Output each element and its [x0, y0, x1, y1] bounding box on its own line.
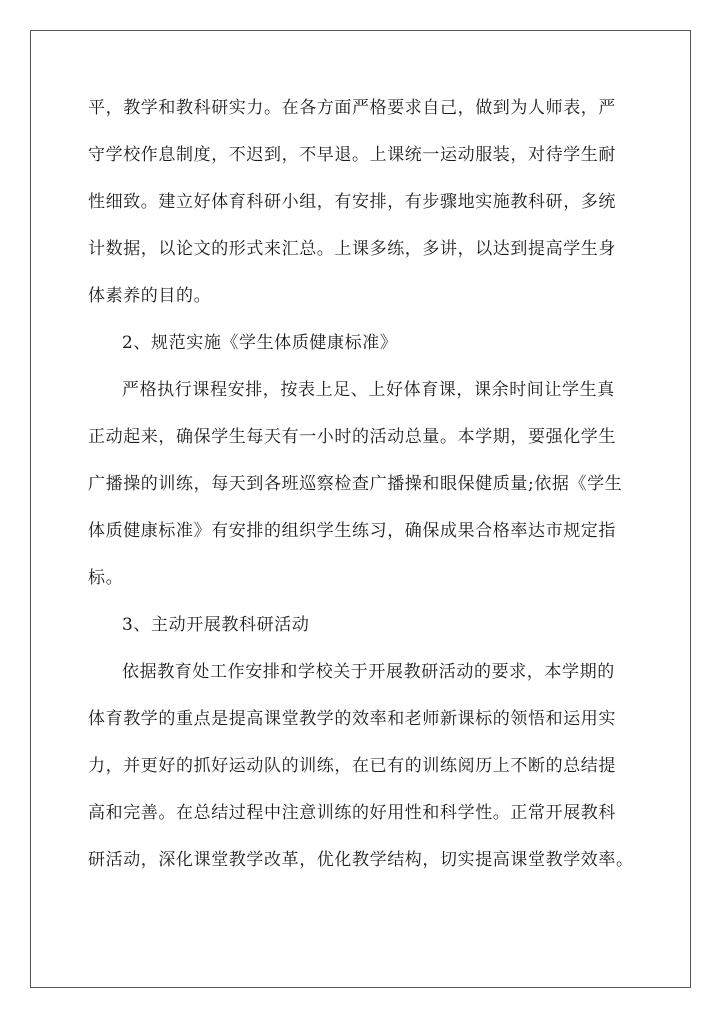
- text-line: 高和完善。在总结过程中注意训练的好用性和科学性。正常开展教科: [88, 803, 616, 823]
- text-line: 体质健康标准》有安排的组织学生练习，确保成果合格率达市规定指: [88, 521, 616, 541]
- text-line: 严格执行课程安排，按表上足、上好体育课，课余时间让学生真: [122, 380, 615, 400]
- text-line: 体育教学的重点是提高课堂教学的效率和老师新课标的领悟和运用实: [88, 709, 616, 729]
- section-heading-3: 3、主动开展教科研活动: [122, 615, 310, 635]
- page-border: [30, 30, 691, 988]
- text-line: 广播操的训练，每天到各班巡察检查广播操和眼保健质量;依据《学生: [88, 474, 623, 494]
- section-heading-2: 2、规范实施《学生体质健康标准》: [122, 333, 398, 353]
- text-line: 平，教学和教科研实力。在各方面严格要求自己，做到为人师表，严: [88, 98, 616, 118]
- text-line: 计数据，以论文的形式来汇总。上课多练，多讲，以达到提高学生身: [88, 239, 616, 259]
- text-line: 性细致。建立好体育科研小组，有安排，有步骤地实施教科研，多统: [88, 192, 616, 212]
- text-line: 标。: [88, 568, 124, 588]
- text-line: 研活动，深化课堂教学改革，优化教学结构，切实提高课堂教学效率。: [88, 850, 634, 870]
- text-line: 守学校作息制度，不迟到，不早退。上课统一运动服装，对待学生耐: [88, 145, 616, 165]
- text-line: 力，并更好的抓好运动队的训练，在已有的训练阅历上不断的总结提: [88, 756, 616, 776]
- text-line: 正动起来，确保学生每天有一小时的活动总量。本学期，要强化学生: [88, 427, 616, 447]
- text-line: 体素养的目的。: [88, 286, 212, 306]
- text-line: 依据教育处工作安排和学校关于开展教研活动的要求，本学期的: [122, 662, 615, 682]
